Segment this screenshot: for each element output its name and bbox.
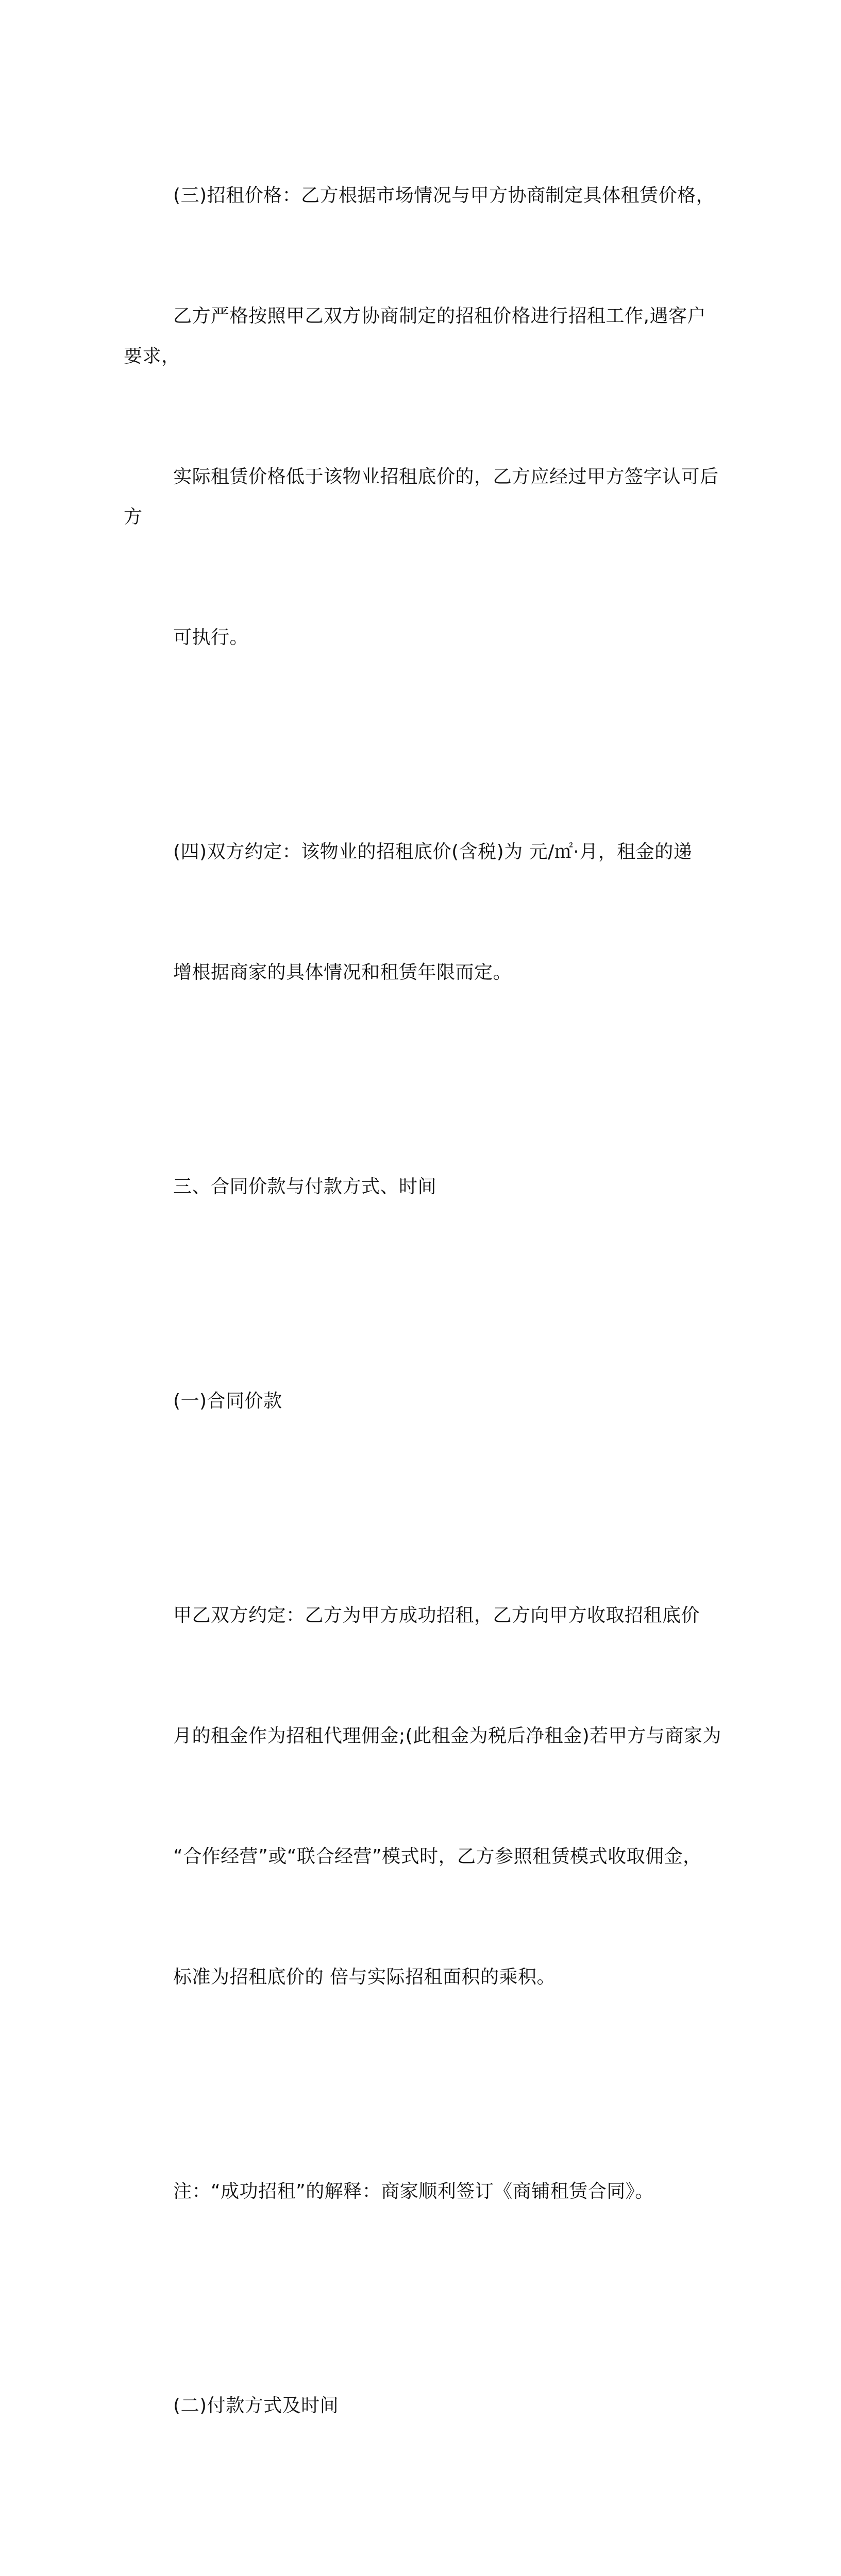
text-line: (二)付款方式及时间 <box>173 2395 339 2416</box>
text-line: (四)双方约定：该物业的招租底价(含税)为 元/㎡·月，租金的递 <box>173 841 693 862</box>
paragraph-note <box>124 2091 721 2292</box>
paragraph-rent-price <box>124 95 721 738</box>
paragraph-gap <box>124 2078 721 2091</box>
text-line: 实际租赁价格低于该物业招租底价的，乙方应经过甲方签字认可后方 <box>124 466 719 528</box>
paragraph-gap <box>124 1502 721 1515</box>
paragraph-commission <box>124 1515 721 2078</box>
section-heading <box>124 1087 721 1287</box>
text-line: 乙方严格按照甲乙双方协商制定的招租价格进行招租工作,遇客户要求， <box>124 306 706 367</box>
text-line: 甲乙双方约定：乙方为甲方成功招租，乙方向甲方收取招租底价 <box>173 1605 700 1626</box>
text-line: (一)合同价款 <box>173 1391 282 1412</box>
text-line: 标准为招租底价的 倍与实际招租面积的乘积。 <box>173 1967 556 1988</box>
text-line: 可执行。 <box>173 627 249 648</box>
text-line: 月的租金作为招租代理佣金;(此租金为税后净租金)若甲方与商家为 <box>173 1725 721 1747</box>
paragraph-payment-intro <box>124 2520 721 2576</box>
text-line: (三)招租价格：乙方根据市场情况与甲方协商制定具体租赁价格， <box>173 185 715 206</box>
text-line: 增根据商家的具体情况和租赁年限而定。 <box>173 962 512 983</box>
subsection-heading <box>124 1301 721 1502</box>
text-line: 三、合同价款与付款方式、时间 <box>173 1176 437 1197</box>
text-line: “合作经营”或“联合经营”模式时，乙方参照租赁模式收取佣金， <box>173 1846 702 1867</box>
paragraph-gap <box>124 2506 721 2520</box>
subsection-heading <box>124 2306 721 2506</box>
document-body <box>124 95 721 2576</box>
paragraph-gap <box>124 738 721 752</box>
paragraph-gap <box>124 1287 721 1301</box>
paragraph-gap <box>124 1073 721 1087</box>
paragraph-agreement <box>124 752 721 1073</box>
paragraph-gap <box>124 2292 721 2306</box>
text-line: 注：“成功招租”的解释：商家顺利签订《商铺租赁合同》。 <box>173 2181 654 2202</box>
